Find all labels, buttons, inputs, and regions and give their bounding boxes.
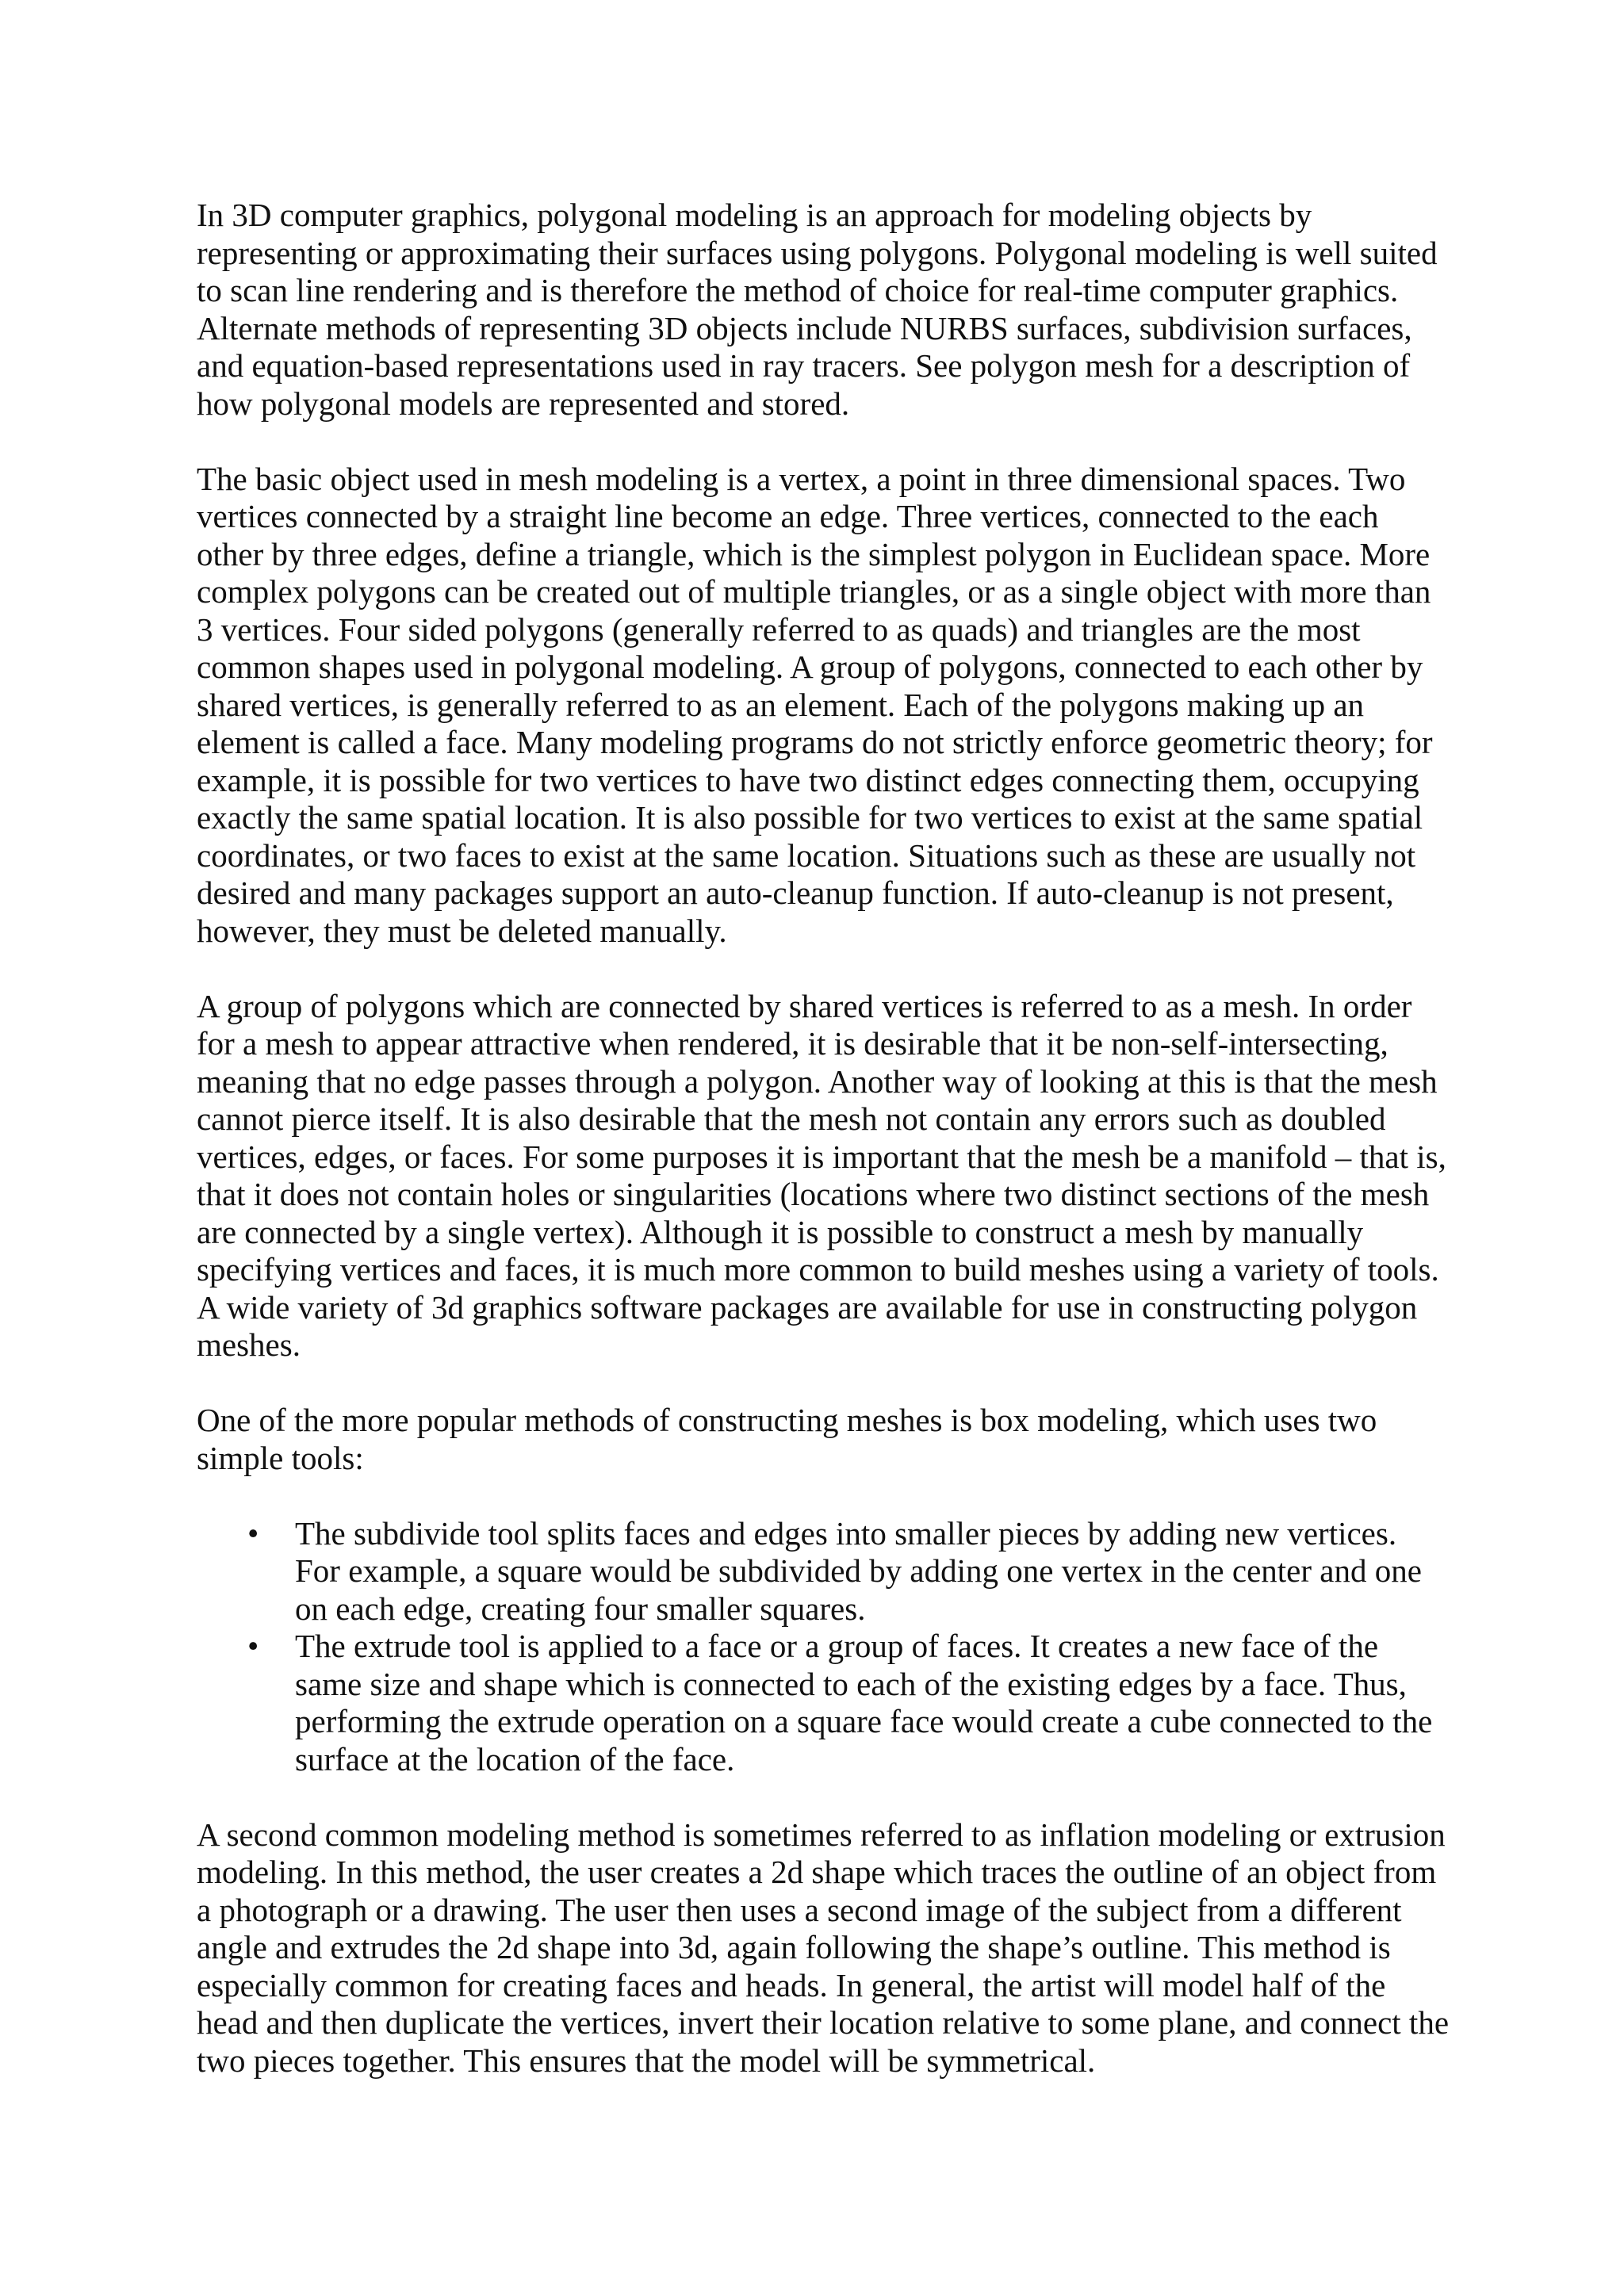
bullet-text-extrude: The extrude tool is applied to a face or a group of faces. It creates a new face of the same size and shape which is connected to each of the existing edges by a face. Thus, performing the extrude operation on a square face would create a cube connected to the surface at the location of the face. bbox=[295, 1628, 1433, 1777]
paragraph-inflation-modeling: A second common modeling method is sometimes referred to as inflation modeling or extrusion modeling. In this method, the user creates a 2d shape which traces the outline of an object from a photograph or a drawing. The user then uses a second image of the subject from a different angle and extrudes the 2d shape into 3d, again following the shape’s outline. This method is especially common for creating faces and heads. In general, the artist will model half of the head and then duplicate the vertices, invert their location relative to some plane, and connect the two pieces together. This ensures that the model will be symmetrical. bbox=[197, 1816, 1450, 2079]
tools-bullet-list bbox=[197, 1515, 1450, 1779]
document-page bbox=[197, 197, 1450, 2118]
bullet-icon: • bbox=[247, 1628, 259, 1664]
paragraph-box-modeling: One of the more popular methods of constructing meshes is box modeling, which uses two simple tools: bbox=[197, 1402, 1377, 1476]
bullet-text-subdivide: The subdivide tool splits faces and edges into smaller pieces by adding new vertices. For example, a square would be subdivided by adding one vertex in the center and one on each edge, creating four smaller squares. bbox=[295, 1514, 1422, 1627]
paragraph-mesh: A group of polygons which are connected by shared vertices is referred to as a mesh. In order for a mesh to appear attractive when rendered, it is desirable that it be non-self-intersecting, meaning that no edge passes through a polygon. Another way of looking at this is that the mesh cannot pierce itself. It is also desirable that the mesh not contain any errors such as doubled vertices, edges, or faces. For some purposes it is important that the mesh be a manifold – that is, that it does not contain holes or singularities (locations where two distinct sections of the mesh are connected by a single vertex). Although it is possible to construct a mesh by manually specifying vertices and faces, it is much more common to build meshes using a variety of tools. A wide variety of 3d graphics software packages are available for use in constructing polygon meshes. bbox=[197, 987, 1446, 1363]
bullet-icon: • bbox=[247, 1514, 259, 1552]
paragraph-intro: In 3D computer graphics, polygonal modeling is an approach for modeling objects by representing or approximating their surfaces using polygons. Polygonal modeling is well suited to scan line rendering and is therefore the method of choice for real-time computer graphics. Alternate methods of representing 3D objects include NURBS surfaces, subdivision surfaces, and equation-based representations used in ray tracers. See polygon mesh for a description of how polygonal models are represented and stored. bbox=[197, 197, 1438, 422]
paragraph-vertex-basics: The basic object used in mesh modeling is a vertex, a point in three dimensional spaces. Two vertices connected by a straight line become an edge. Three vertices, connected to the each other by three edges, define a triangle, which is the simplest polygon in Euclidean space. More complex polygons can be created out of multiple triangles, or as a single object with more than 3 vertices. Four sided polygons (generally referred to as quads) and triangles are the most common shapes used in polygonal modeling. A group of polygons, connected to each other by shared vertices, is generally referred to as an element. Each of the polygons making up an element is called a face. Many modeling programs do not strictly enforce geometric theory; for example, it is possible for two vertices to have two distinct edges connecting them, occupying exactly the same spatial location. It is also possible for two vertices to exist at the same spatial coordinates, or two faces to exist at the same location. Situations such as these are usually not desired and many packages support an auto-cleanup function. If auto-cleanup is not present, however, they must be deleted manually. bbox=[197, 460, 1433, 949]
list-item bbox=[197, 1515, 1450, 1628]
list-item bbox=[197, 1628, 1450, 1778]
